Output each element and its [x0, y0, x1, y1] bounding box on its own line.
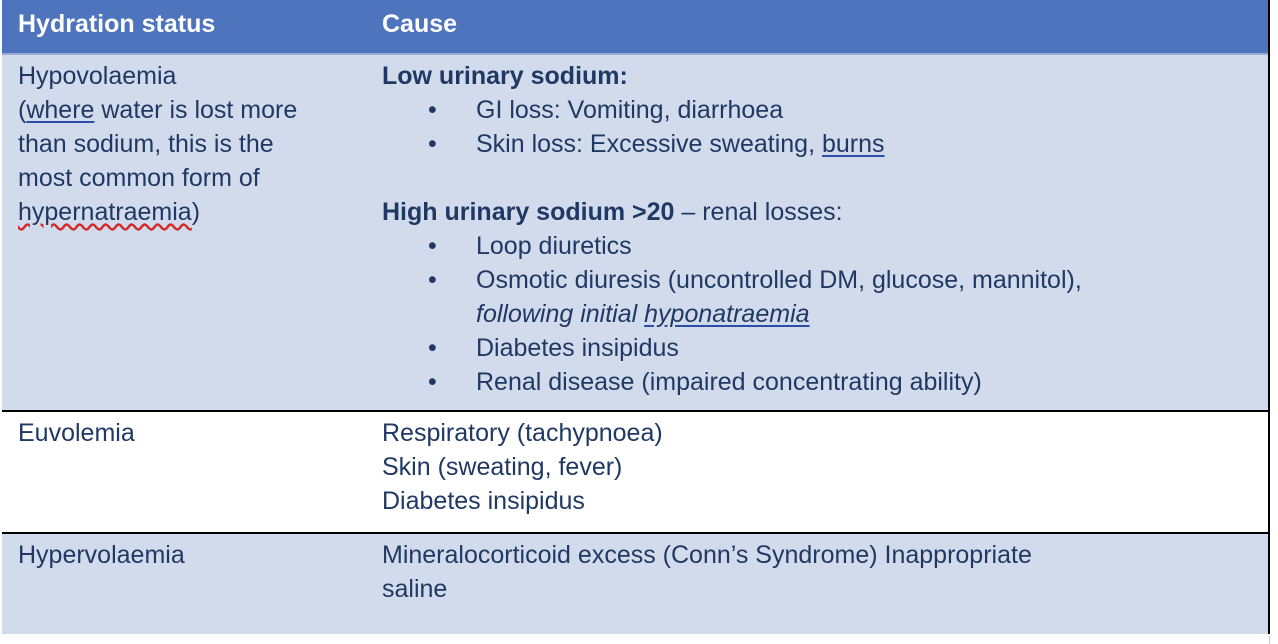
bullet-icon: •	[428, 368, 437, 396]
word-burns: burns	[821, 130, 885, 158]
status-note-line-1	[18, 93, 368, 127]
header-cell-cause	[382, 7, 1258, 53]
header-cell-hydration-status	[18, 7, 368, 53]
status-cell-euvolemia	[18, 416, 368, 534]
cause-line: Diabetes insipidus	[382, 487, 585, 515]
list-item	[382, 331, 1258, 365]
list-item	[382, 263, 1258, 297]
cause-line: saline	[382, 575, 448, 603]
header-hydration-status: Hydration status	[18, 10, 216, 38]
list-item	[382, 365, 1258, 399]
header-cause: Cause	[382, 10, 458, 38]
paren-open: (	[18, 96, 27, 124]
table-row-hypervolaemia	[2, 532, 1268, 634]
table-row-euvolemia	[2, 410, 1268, 534]
status-note-line-3: most common form of	[18, 164, 260, 192]
status-hypervolaemia: Hypervolaemia	[18, 541, 185, 569]
high-urinary-sodium-heading	[382, 195, 1258, 229]
high-heading-rest: – renal losses:	[674, 198, 843, 226]
table-header-row	[2, 0, 1268, 53]
bullet-icon: •	[428, 130, 437, 158]
status-cell-hypervolaemia	[18, 538, 368, 634]
low-urinary-sodium-list	[382, 93, 1258, 161]
word-where: where	[26, 96, 95, 124]
word-hypernatraemia: hypernatraemia	[18, 198, 192, 226]
cause-cell-euvolemia	[382, 416, 1258, 534]
hypernatraemia-table	[2, 0, 1270, 634]
bullet-icon: •	[428, 266, 437, 294]
list-item-text: Diabetes insipidus	[476, 334, 679, 362]
cause-cell-hypovolaemia	[382, 59, 1258, 412]
list-item-text: GI loss: Vomiting, diarrhoea	[476, 96, 784, 124]
page-corner-mark	[1269, 636, 1276, 644]
bullet-icon: •	[428, 96, 437, 124]
list-item	[382, 127, 1258, 161]
note-text-1: water is lost more	[94, 96, 298, 124]
list-item-text-italic: following initial	[476, 300, 645, 328]
cause-line: Skin (sweating, fever)	[382, 453, 623, 481]
list-item	[382, 229, 1258, 263]
list-item-text: Skin loss: Excessive sweating,	[476, 130, 822, 158]
cause-line: Mineralocorticoid excess (Conn’s Syndrome) Inappropriate	[382, 541, 1032, 569]
spacer	[382, 161, 1258, 195]
list-item	[382, 93, 1258, 127]
status-note-line-4	[18, 195, 368, 229]
status-euvolemia: Euvolemia	[18, 419, 135, 447]
status-hypovolaemia: Hypovolaemia	[18, 62, 177, 90]
high-heading-bold: High urinary sodium >20	[382, 198, 675, 226]
list-item-text: Osmotic diuresis (uncontrolled DM, glucose, mannitol),	[476, 266, 1082, 294]
bullet-icon: •	[428, 334, 437, 362]
cause-line: Respiratory (tachypnoea)	[382, 419, 663, 447]
status-note-line-2: than sodium, this is the	[18, 130, 274, 158]
list-item-text: Loop diuretics	[476, 232, 632, 260]
high-urinary-sodium-list	[382, 229, 1258, 399]
paren-close: )	[191, 198, 201, 226]
word-hyponatraemia: hyponatraemia	[644, 300, 810, 328]
table-row-hypovolaemia	[2, 53, 1268, 412]
status-cell-hypovolaemia	[18, 59, 368, 412]
list-item-continuation	[382, 297, 1258, 331]
list-item-text: Renal disease (impaired concentrating ability)	[476, 368, 982, 396]
bullet-icon: •	[428, 232, 437, 260]
low-urinary-sodium-heading: Low urinary sodium:	[382, 62, 628, 90]
cause-cell-hypervolaemia	[382, 538, 1258, 634]
